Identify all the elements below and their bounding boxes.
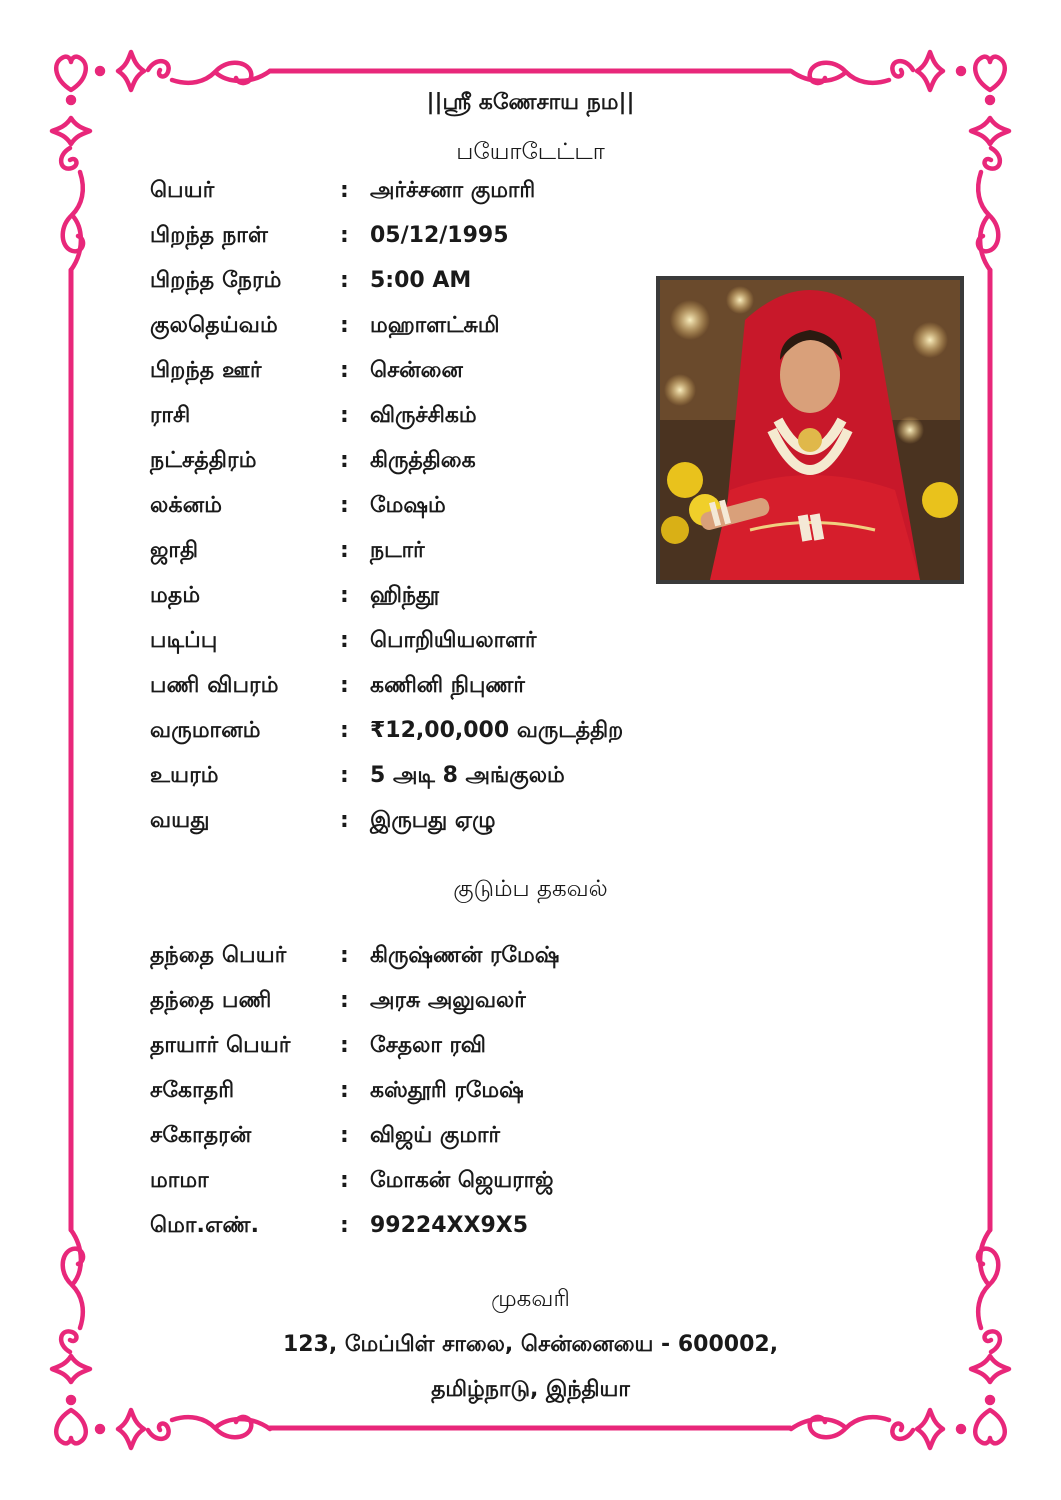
detail-colon: : [340, 1123, 349, 1148]
detail-label: உயரம் [150, 763, 219, 788]
detail-value: மஹாளட்சுமி [370, 313, 500, 338]
detail-label: படிப்பு [150, 628, 218, 653]
detail-colon: : [340, 268, 349, 293]
detail-value: கணினி நிபுணர் [370, 673, 525, 698]
family-section-title: குடும்ப தகவல் [453, 876, 608, 902]
detail-label: பணி விபரம் [150, 673, 279, 698]
detail-colon: : [340, 763, 349, 788]
detail-colon: : [340, 1213, 349, 1238]
detail-colon: : [340, 493, 349, 518]
detail-colon: : [340, 718, 349, 743]
detail-value: 5:00 AM [370, 268, 472, 293]
detail-label: தாயார் பெயர் [150, 1033, 291, 1058]
detail-label: மதம் [150, 583, 201, 608]
detail-label: மாமா [150, 1168, 209, 1193]
detail-label: பிறந்த நேரம் [150, 268, 282, 293]
detail-value: நடார் [370, 538, 425, 563]
address-title: முகவரி [491, 1286, 570, 1312]
detail-label: சகோதரன் [150, 1123, 252, 1148]
detail-value: கிருஷ்ணன் ரமேஷ் [370, 943, 560, 968]
detail-value: மேஷம் [370, 493, 446, 518]
detail-label: பெயர் [150, 178, 215, 203]
detail-value: 05/12/1995 [370, 223, 509, 248]
detail-colon: : [340, 358, 349, 383]
detail-value: கிருத்திகை [370, 448, 476, 473]
detail-value: அரசு அலுவலர் [370, 988, 526, 1013]
detail-colon: : [340, 178, 349, 203]
invocation-text: ||ஸ்ரீ கணேசாய நம|| [426, 90, 635, 115]
detail-value: 5 அடி 8 அங்குலம் [370, 763, 565, 788]
detail-value: பொறியியலாளர் [370, 628, 537, 653]
detail-label: ராசி [150, 403, 191, 428]
detail-value: விஜய் குமார் [370, 1123, 501, 1148]
detail-value: அர்ச்சனா குமாரி [370, 178, 536, 203]
detail-colon: : [340, 403, 349, 428]
page-title: பயோடேட்டா [456, 139, 605, 165]
detail-value: சென்னை [370, 358, 463, 383]
detail-label: லக்னம் [150, 493, 223, 518]
detail-colon: : [340, 808, 349, 833]
detail-colon: : [340, 223, 349, 248]
detail-value: 99224XX9X5 [370, 1213, 529, 1238]
detail-label: பிறந்த நாள் [150, 223, 269, 248]
detail-colon: : [340, 1078, 349, 1103]
detail-value: சேதலா ரவி [370, 1033, 486, 1058]
detail-colon: : [340, 538, 349, 563]
detail-colon: : [340, 313, 349, 338]
detail-colon: : [340, 1033, 349, 1058]
detail-colon: : [340, 628, 349, 653]
detail-colon: : [340, 583, 349, 608]
detail-colon: : [340, 673, 349, 698]
detail-label: தந்தை பெயர் [150, 943, 287, 968]
detail-label: வயது [150, 808, 210, 833]
detail-colon: : [340, 943, 349, 968]
detail-label: பிறந்த ஊர் [150, 358, 262, 383]
detail-value: இருபது ஏழு [370, 808, 496, 833]
detail-value: ஹிந்தூ [370, 583, 440, 608]
profile-photo [656, 276, 964, 584]
detail-label: நட்சத்திரம் [150, 448, 257, 473]
detail-label: குலதெய்வம் [150, 313, 278, 338]
bride-photo-icon [660, 280, 960, 580]
detail-value: ₹12,00,000 வருடத்திற [370, 718, 624, 743]
address-line-2: தமிழ்நாடு, இந்தியா [431, 1377, 630, 1402]
detail-label: வருமானம் [150, 718, 261, 743]
detail-value: விருச்சிகம் [370, 403, 477, 428]
detail-value: கஸ்தூரி ரமேஷ் [370, 1078, 524, 1103]
address-line-1: 123, மேப்பிள் சாலை, சென்னையை - 600002, [282, 1332, 779, 1357]
detail-label: தந்தை பணி [150, 988, 272, 1013]
detail-colon: : [340, 448, 349, 473]
detail-label: சகோதரி [150, 1078, 235, 1103]
detail-value: மோகன் ஜெயராஜ் [370, 1168, 554, 1193]
detail-colon: : [340, 1168, 349, 1193]
detail-colon: : [340, 988, 349, 1013]
detail-label: ஜாதி [150, 538, 199, 563]
detail-label: மொ.எண். [150, 1213, 260, 1238]
